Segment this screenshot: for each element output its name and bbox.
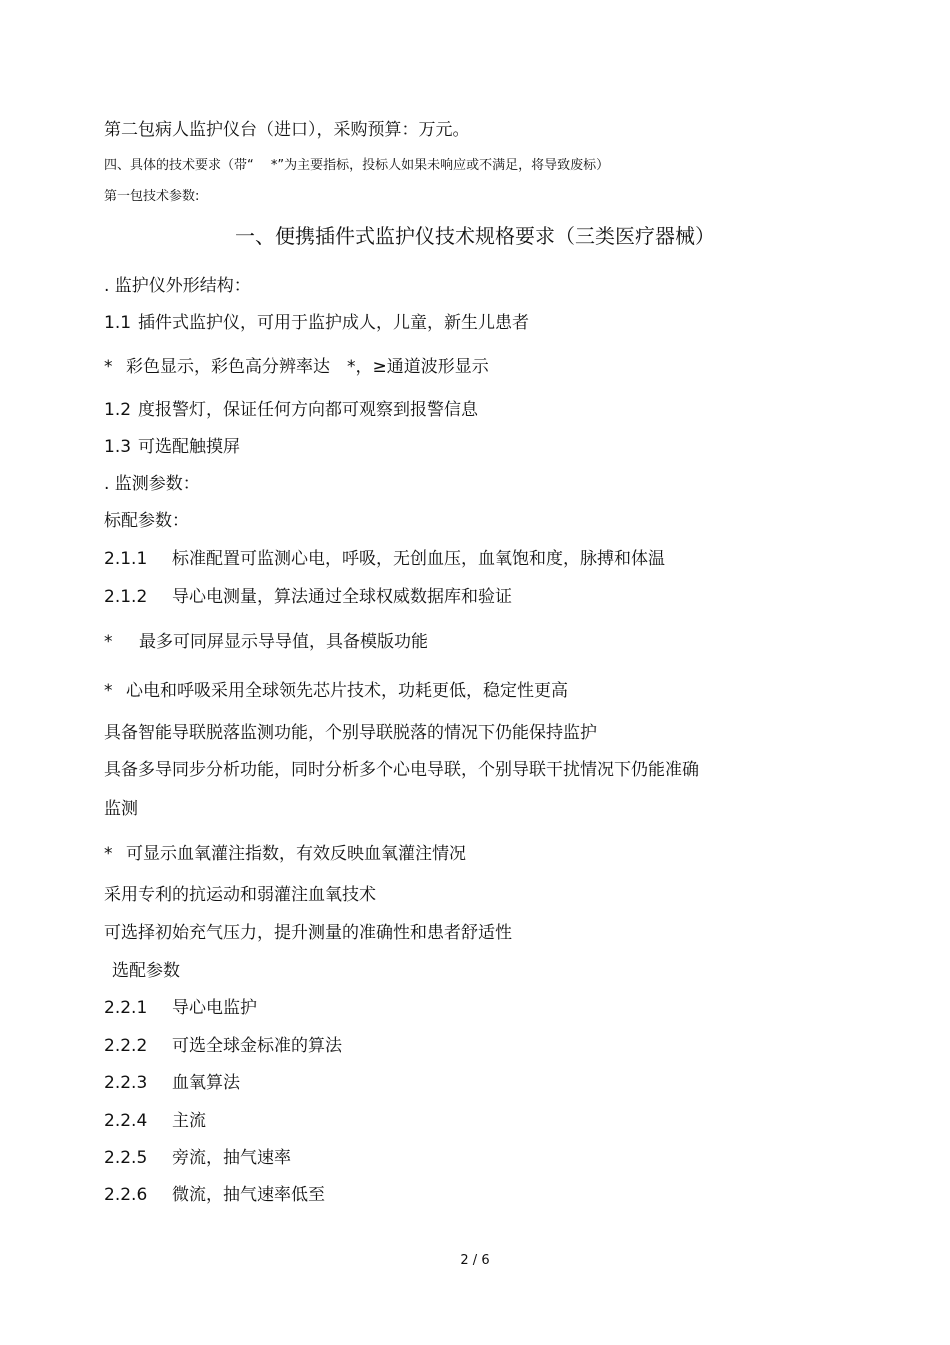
- subsection-heading: . 监测参数：: [104, 474, 200, 494]
- item-number: 2.2.2: [104, 1036, 148, 1056]
- key-spec-line: [104, 632, 428, 652]
- item-text: 导心电测量，算法通过全球权威数据库和验证: [172, 587, 512, 607]
- item-number: 2.2.1: [104, 998, 148, 1018]
- list-item: [104, 1111, 206, 1131]
- star-marker: *: [104, 681, 113, 701]
- item-text: 微流，抽气速率低至: [172, 1185, 325, 1205]
- item-text: 标准配置可监测心电，呼吸，无创血压，血氧饱和度，脉搏和体温: [172, 549, 665, 569]
- item-text: 可显示血氧灌注指数，有效反映血氧灌注情况: [126, 844, 466, 864]
- star-marker: *: [104, 844, 113, 864]
- list-item: [104, 437, 240, 457]
- item-text: 度报警灯，保证任何方向都可观察到报警信息: [138, 400, 478, 420]
- item-text: 导心电监护: [172, 998, 257, 1018]
- list-item: [104, 1036, 342, 1056]
- item-text: 心电和呼吸采用全球领先芯片技术，功耗更低，稳定性更高: [126, 681, 568, 701]
- list-item: [104, 313, 529, 333]
- item-number: 2.1.1: [104, 549, 148, 569]
- key-spec-line: [104, 844, 466, 864]
- procurement-line: 第二包病人监护仪台（进口），采购预算：万元。: [104, 120, 470, 140]
- paragraph: 可选择初始充气压力，提升测量的准确性和患者舒适性: [104, 923, 512, 943]
- subsection-heading: 标配参数：: [104, 511, 189, 531]
- item-text: 彩色显示，彩色高分辨率达 *，≥通道波形显示: [126, 357, 489, 377]
- paragraph: 监测: [104, 799, 138, 819]
- paragraph: 采用专利的抗运动和弱灌注血氧技术: [104, 885, 376, 905]
- item-number: 2.1.2: [104, 587, 148, 607]
- subsection-heading: . 监护仪外形结构：: [104, 276, 251, 296]
- item-text: 主流: [172, 1111, 206, 1131]
- item-number: 2.2.6: [104, 1185, 148, 1205]
- list-item: [104, 587, 512, 607]
- item-text: 血氧算法: [172, 1073, 240, 1093]
- paragraph: 具备多导同步分析功能，同时分析多个心电导联，个别导联干扰情况下仍能准确: [104, 760, 699, 780]
- list-item: [104, 1185, 325, 1205]
- item-number: 2.2.3: [104, 1073, 148, 1093]
- paragraph: 具备智能导联脱落监测功能，个别导联脱落的情况下仍能保持监护: [104, 723, 597, 743]
- item-number: 1.2: [104, 400, 132, 420]
- item-text: 可选全球金标准的算法: [172, 1036, 342, 1056]
- list-item: [104, 998, 257, 1018]
- item-text: 可选配触摸屏: [138, 437, 240, 457]
- item-text: 插件式监护仪，可用于监护成人，儿童，新生儿患者: [138, 313, 529, 333]
- subsection-heading: 选配参数: [112, 961, 180, 981]
- key-spec-line: [104, 681, 568, 701]
- star-marker: *: [104, 632, 113, 652]
- list-item: [104, 400, 478, 420]
- item-number: 1.1: [104, 313, 132, 333]
- item-text: 旁流，抽气速率: [172, 1148, 291, 1168]
- list-item: [104, 1148, 291, 1168]
- item-number: 2.2.4: [104, 1111, 148, 1131]
- item-number: 2.2.5: [104, 1148, 148, 1168]
- item-number: 1.3: [104, 437, 132, 457]
- list-item: [104, 549, 665, 569]
- item-text: 最多可同屏显示导导值，具备模版功能: [139, 632, 428, 652]
- page-number: 2 / 6: [460, 1253, 490, 1268]
- requirement-note: 四、具体的技术要求（带“ *”为主要指标，投标人如果未响应或不满足，将导致废标）: [104, 158, 610, 173]
- key-spec-line: [104, 357, 489, 377]
- document-title: 一、便携插件式监护仪技术规格要求（三类医疗器械）: [235, 224, 715, 248]
- section-label: 第一包技术参数:: [104, 189, 200, 204]
- star-marker: *: [104, 357, 113, 377]
- list-item: [104, 1073, 240, 1093]
